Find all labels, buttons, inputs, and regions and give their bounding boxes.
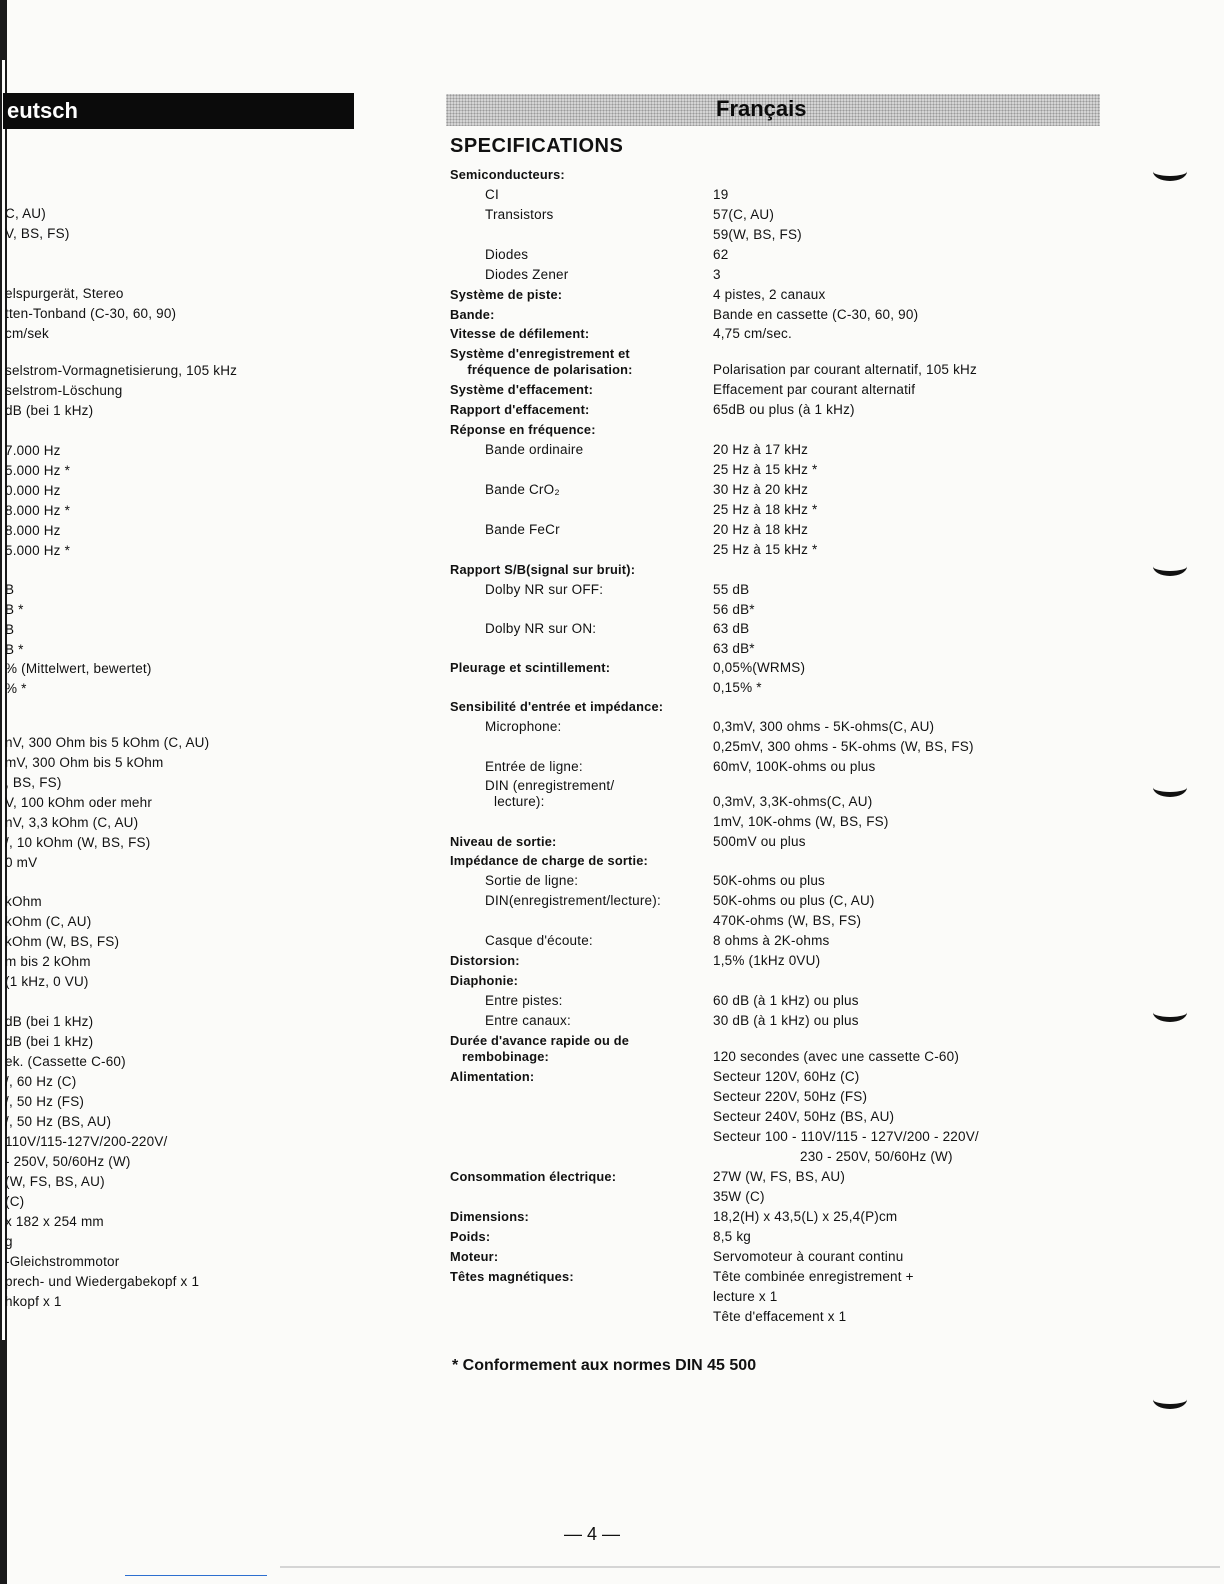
spec-value: 0,15% *: [713, 680, 762, 695]
spec-label: Sensibilité d'entrée et impédance:: [450, 699, 664, 714]
spec-label: Poids:: [450, 1229, 491, 1244]
spec-value: Effacement par courant alternatif: [713, 382, 916, 397]
spec-label: Entrée de ligne:: [485, 759, 583, 774]
spec-value: Secteur 220V, 50Hz (FS): [713, 1089, 868, 1104]
german-spec-line: selstrom-Vormagnetisierung, 105 kHz: [5, 363, 238, 378]
spec-value: 60mV, 100K-ohms ou plus: [713, 759, 876, 774]
french-banner-text: Français: [716, 96, 807, 121]
spec-value: Bande en cassette (C-30, 60, 90): [713, 307, 919, 322]
spec-label: Entre pistes:: [485, 993, 563, 1008]
spec-value: 35W (C): [713, 1189, 765, 1204]
spec-value: lecture x 1: [713, 1289, 778, 1304]
german-spec-line: nV, 3,3 kOhm (C, AU): [5, 815, 139, 830]
german-spec-line: m bis 2 kOhm: [5, 954, 91, 969]
spec-value: 62: [713, 247, 729, 262]
spec-label: Bande ordinaire: [485, 442, 584, 457]
spec-value: 25 Hz à 15 kHz *: [713, 542, 818, 557]
german-spec-line: B *: [5, 642, 24, 657]
spec-value: Secteur 120V, 60Hz (C): [713, 1069, 860, 1084]
german-spec-line: B: [5, 622, 15, 637]
spec-label: Transistors: [485, 207, 554, 222]
spec-value: 20 Hz à 17 kHz: [713, 442, 809, 457]
spec-value: 27W (W, FS, BS, AU): [713, 1169, 846, 1184]
german-spec-line: C, AU): [5, 206, 46, 221]
german-spec-line: % *: [5, 681, 27, 696]
german-spec-line: 8.000 Hz *: [5, 503, 71, 518]
spec-value: 57(C, AU): [713, 207, 775, 222]
spec-value: 50K-ohms ou plus (C, AU): [713, 893, 875, 908]
spec-value: 30 dB (à 1 kHz) ou plus: [713, 1013, 859, 1028]
spec-value: 230 - 250V, 50/60Hz (W): [800, 1149, 953, 1164]
german-spec-line: 7.000 Hz: [5, 443, 61, 458]
spec-value: 60 dB (à 1 kHz) ou plus: [713, 993, 859, 1008]
spec-value: 59(W, BS, FS): [713, 227, 802, 242]
spec-label: Réponse en fréquence:: [450, 422, 596, 437]
german-spec-line: V, BS, FS): [5, 226, 70, 241]
spec-label: Niveau de sortie:: [450, 834, 557, 849]
german-spec-line: (C): [5, 1194, 25, 1209]
german-spec-line: 5.000 Hz *: [5, 463, 71, 478]
german-spec-line: /, 50 Hz (BS, AU): [5, 1114, 112, 1129]
spec-value: 1mV, 10K-ohms (W, BS, FS): [713, 814, 889, 829]
spec-label: Durée d'avance rapide ou de: [450, 1033, 630, 1048]
german-spec-line: 110V/115-127V/200-220V/: [5, 1134, 168, 1149]
spec-label: Consommation électrique:: [450, 1169, 617, 1184]
spec-value: 65dB ou plus (à 1 kHz): [713, 402, 855, 417]
binder-hole-mark: [1153, 1003, 1187, 1022]
german-spec-line: elspurgerät, Stereo: [5, 286, 124, 301]
german-spec-line: B *: [5, 602, 24, 617]
binder-hole-mark: [1153, 1390, 1187, 1409]
german-spec-line: dB (bei 1 kHz): [5, 1034, 94, 1049]
spec-value: Tête d'effacement x 1: [713, 1309, 847, 1324]
german-spec-line: 0.000 Hz: [5, 483, 61, 498]
spec-label: Entre canaux:: [485, 1013, 571, 1028]
german-section-banner: [3, 93, 354, 129]
spec-label: Bande FeCr: [485, 522, 560, 537]
spec-value: 120 secondes (avec une cassette C-60): [713, 1049, 960, 1064]
spec-label: Diodes: [485, 247, 529, 262]
spec-value: 470K-ohms (W, BS, FS): [713, 913, 862, 928]
spec-label: Rapport S/B(signal sur bruit):: [450, 562, 636, 577]
spec-value: 19: [713, 187, 729, 202]
german-spec-line: ek. (Cassette C-60): [5, 1054, 126, 1069]
spec-label: Casque d'écoute:: [485, 933, 593, 948]
spec-value: 25 Hz à 15 kHz *: [713, 462, 818, 477]
spec-value: 63 dB*: [713, 641, 755, 656]
spec-label: rembobinage:: [462, 1049, 550, 1064]
german-spec-line: x 182 x 254 mm: [5, 1214, 104, 1229]
german-spec-line: (1 kHz, 0 VU): [5, 974, 89, 989]
binder-hole-mark: [1153, 162, 1187, 181]
german-spec-line: tten-Tonband (C-30, 60, 90): [5, 306, 177, 321]
spec-label: Bande CrO₂: [485, 482, 560, 497]
spec-label: Semiconducteurs:: [450, 167, 565, 182]
spec-value: Tête combinée enregistrement +: [713, 1269, 914, 1284]
spec-value: 3: [713, 267, 721, 282]
spec-label: Pleurage et scintillement:: [450, 660, 611, 675]
spec-label: Moteur:: [450, 1249, 499, 1264]
german-spec-line: dB (bei 1 kHz): [5, 403, 94, 418]
german-spec-line: kOhm: [5, 894, 42, 909]
spec-value: 0,3mV, 300 ohms - 5K-ohms(C, AU): [713, 719, 935, 734]
spec-value: 55 dB: [713, 582, 750, 597]
spec-label: Rapport d'effacement:: [450, 402, 590, 417]
german-spec-line: V, 100 kOhm oder mehr: [5, 795, 153, 810]
spec-value: 0,3mV, 3,3K-ohms(C, AU): [713, 794, 873, 809]
binder-hole-mark: [1153, 778, 1187, 797]
spec-value: 30 Hz à 20 kHz: [713, 482, 809, 497]
spec-value: Polarisation par courant alternatif, 105 kHz: [713, 362, 977, 377]
spec-value: 4 pistes, 2 canaux: [713, 287, 826, 302]
spec-label: Microphone:: [485, 719, 562, 734]
spec-value: 4,75 cm/sec.: [713, 326, 792, 341]
french-section-banner: [446, 94, 1100, 126]
german-spec-line: selstrom-Löschung: [5, 383, 123, 398]
spec-value: 1,5% (1kHz 0VU): [713, 953, 821, 968]
spec-label: DIN (enregistrement/: [485, 778, 615, 793]
german-spec-line: , BS, FS): [5, 775, 62, 790]
spec-label: Sortie de ligne:: [485, 873, 579, 888]
spec-label: Diodes Zener: [485, 267, 569, 282]
german-spec-line: 8.000 Hz: [5, 523, 61, 538]
german-spec-line: /, 60 Hz (C): [5, 1074, 77, 1089]
scan-bottom-smudge: [280, 1566, 1220, 1568]
spec-value: 8 ohms à 2K-ohms: [713, 933, 830, 948]
spec-value: 50K-ohms ou plus: [713, 873, 826, 888]
german-spec-line: nV, 300 Ohm bis 5 kOhm (C, AU): [5, 735, 210, 750]
spec-value: 20 Hz à 18 kHz: [713, 522, 809, 537]
spec-label: Bande:: [450, 307, 495, 322]
german-spec-line: hkopf x 1: [5, 1294, 62, 1309]
spec-label: Distorsion:: [450, 953, 520, 968]
spec-label: Diaphonie:: [450, 973, 519, 988]
page-number: — 4 —: [564, 1524, 621, 1544]
german-spec-line: /, 50 Hz (FS): [5, 1094, 85, 1109]
spec-label: Têtes magnétiques:: [450, 1269, 574, 1284]
spec-value: Servomoteur à courant continu: [713, 1249, 904, 1264]
german-spec-line: cm/sek: [5, 326, 49, 341]
german-spec-line: % (Mittelwert, bewertet): [5, 661, 152, 676]
spec-value: 56 dB*: [713, 602, 755, 617]
spec-label: Alimentation:: [450, 1069, 535, 1084]
german-spec-line: dB (bei 1 kHz): [5, 1014, 94, 1029]
spec-label: DIN(enregistrement/lecture):: [485, 893, 661, 908]
german-spec-line: -Gleichstrommotor: [5, 1254, 120, 1269]
spec-label: Impédance de charge de sortie:: [450, 853, 649, 868]
german-spec-line: 5.000 Hz *: [5, 543, 71, 558]
spec-value: 500mV ou plus: [713, 834, 806, 849]
german-spec-line: B: [5, 582, 15, 597]
spec-label: Dolby NR sur OFF:: [485, 582, 604, 597]
spec-label: fréquence de polarisation:: [467, 362, 633, 377]
spec-value: 63 dB: [713, 621, 750, 636]
spec-label: Système d'enregistrement et: [450, 346, 630, 361]
scan-edge-line: [125, 1575, 267, 1576]
spec-value: 18,2(H) x 43,5(L) x 25,4(P)cm: [713, 1209, 898, 1224]
german-spec-line: g: [5, 1234, 13, 1249]
spec-value: 0,25mV, 300 ohms - 5K-ohms (W, BS, FS): [713, 739, 974, 754]
spec-label: Vitesse de défilement:: [450, 326, 590, 341]
german-spec-line: (W, FS, BS, AU): [5, 1174, 105, 1189]
german-spec-line: - 250V, 50/60Hz (W): [5, 1154, 131, 1169]
binder-hole-mark: [1153, 557, 1187, 576]
spec-value: 25 Hz à 18 kHz *: [713, 502, 818, 517]
specifications-heading: SPECIFICATIONS: [450, 135, 624, 157]
spec-label: lecture):: [494, 794, 545, 809]
german-spec-line: kOhm (C, AU): [5, 914, 92, 929]
spec-value: 0,05%(WRMS): [713, 660, 806, 675]
spec-value: Secteur 100 - 110V/115 - 127V/200 - 220V/: [713, 1129, 979, 1144]
german-spec-line: kOhm (W, BS, FS): [5, 934, 120, 949]
spec-label: Système d'effacement:: [450, 382, 594, 397]
spec-label: CI: [485, 187, 499, 202]
spec-label: Dolby NR sur ON:: [485, 621, 597, 636]
german-spec-line: mV, 300 Ohm bis 5 kOhm: [5, 755, 164, 770]
german-spec-line: prech- und Wiedergabekopf x 1: [5, 1274, 200, 1289]
german-banner-text: eutsch: [7, 98, 78, 123]
german-spec-line: /, 10 kOhm (W, BS, FS): [5, 835, 151, 850]
spec-value: 8,5 kg: [713, 1229, 751, 1244]
spec-value: Secteur 240V, 50Hz (BS, AU): [713, 1109, 895, 1124]
din-footnote: * Conformement aux normes DIN 45 500: [452, 1357, 757, 1374]
german-spec-line: 0 mV: [5, 855, 38, 870]
spec-label: Système de piste:: [450, 287, 563, 302]
spec-label: Dimensions:: [450, 1209, 529, 1224]
